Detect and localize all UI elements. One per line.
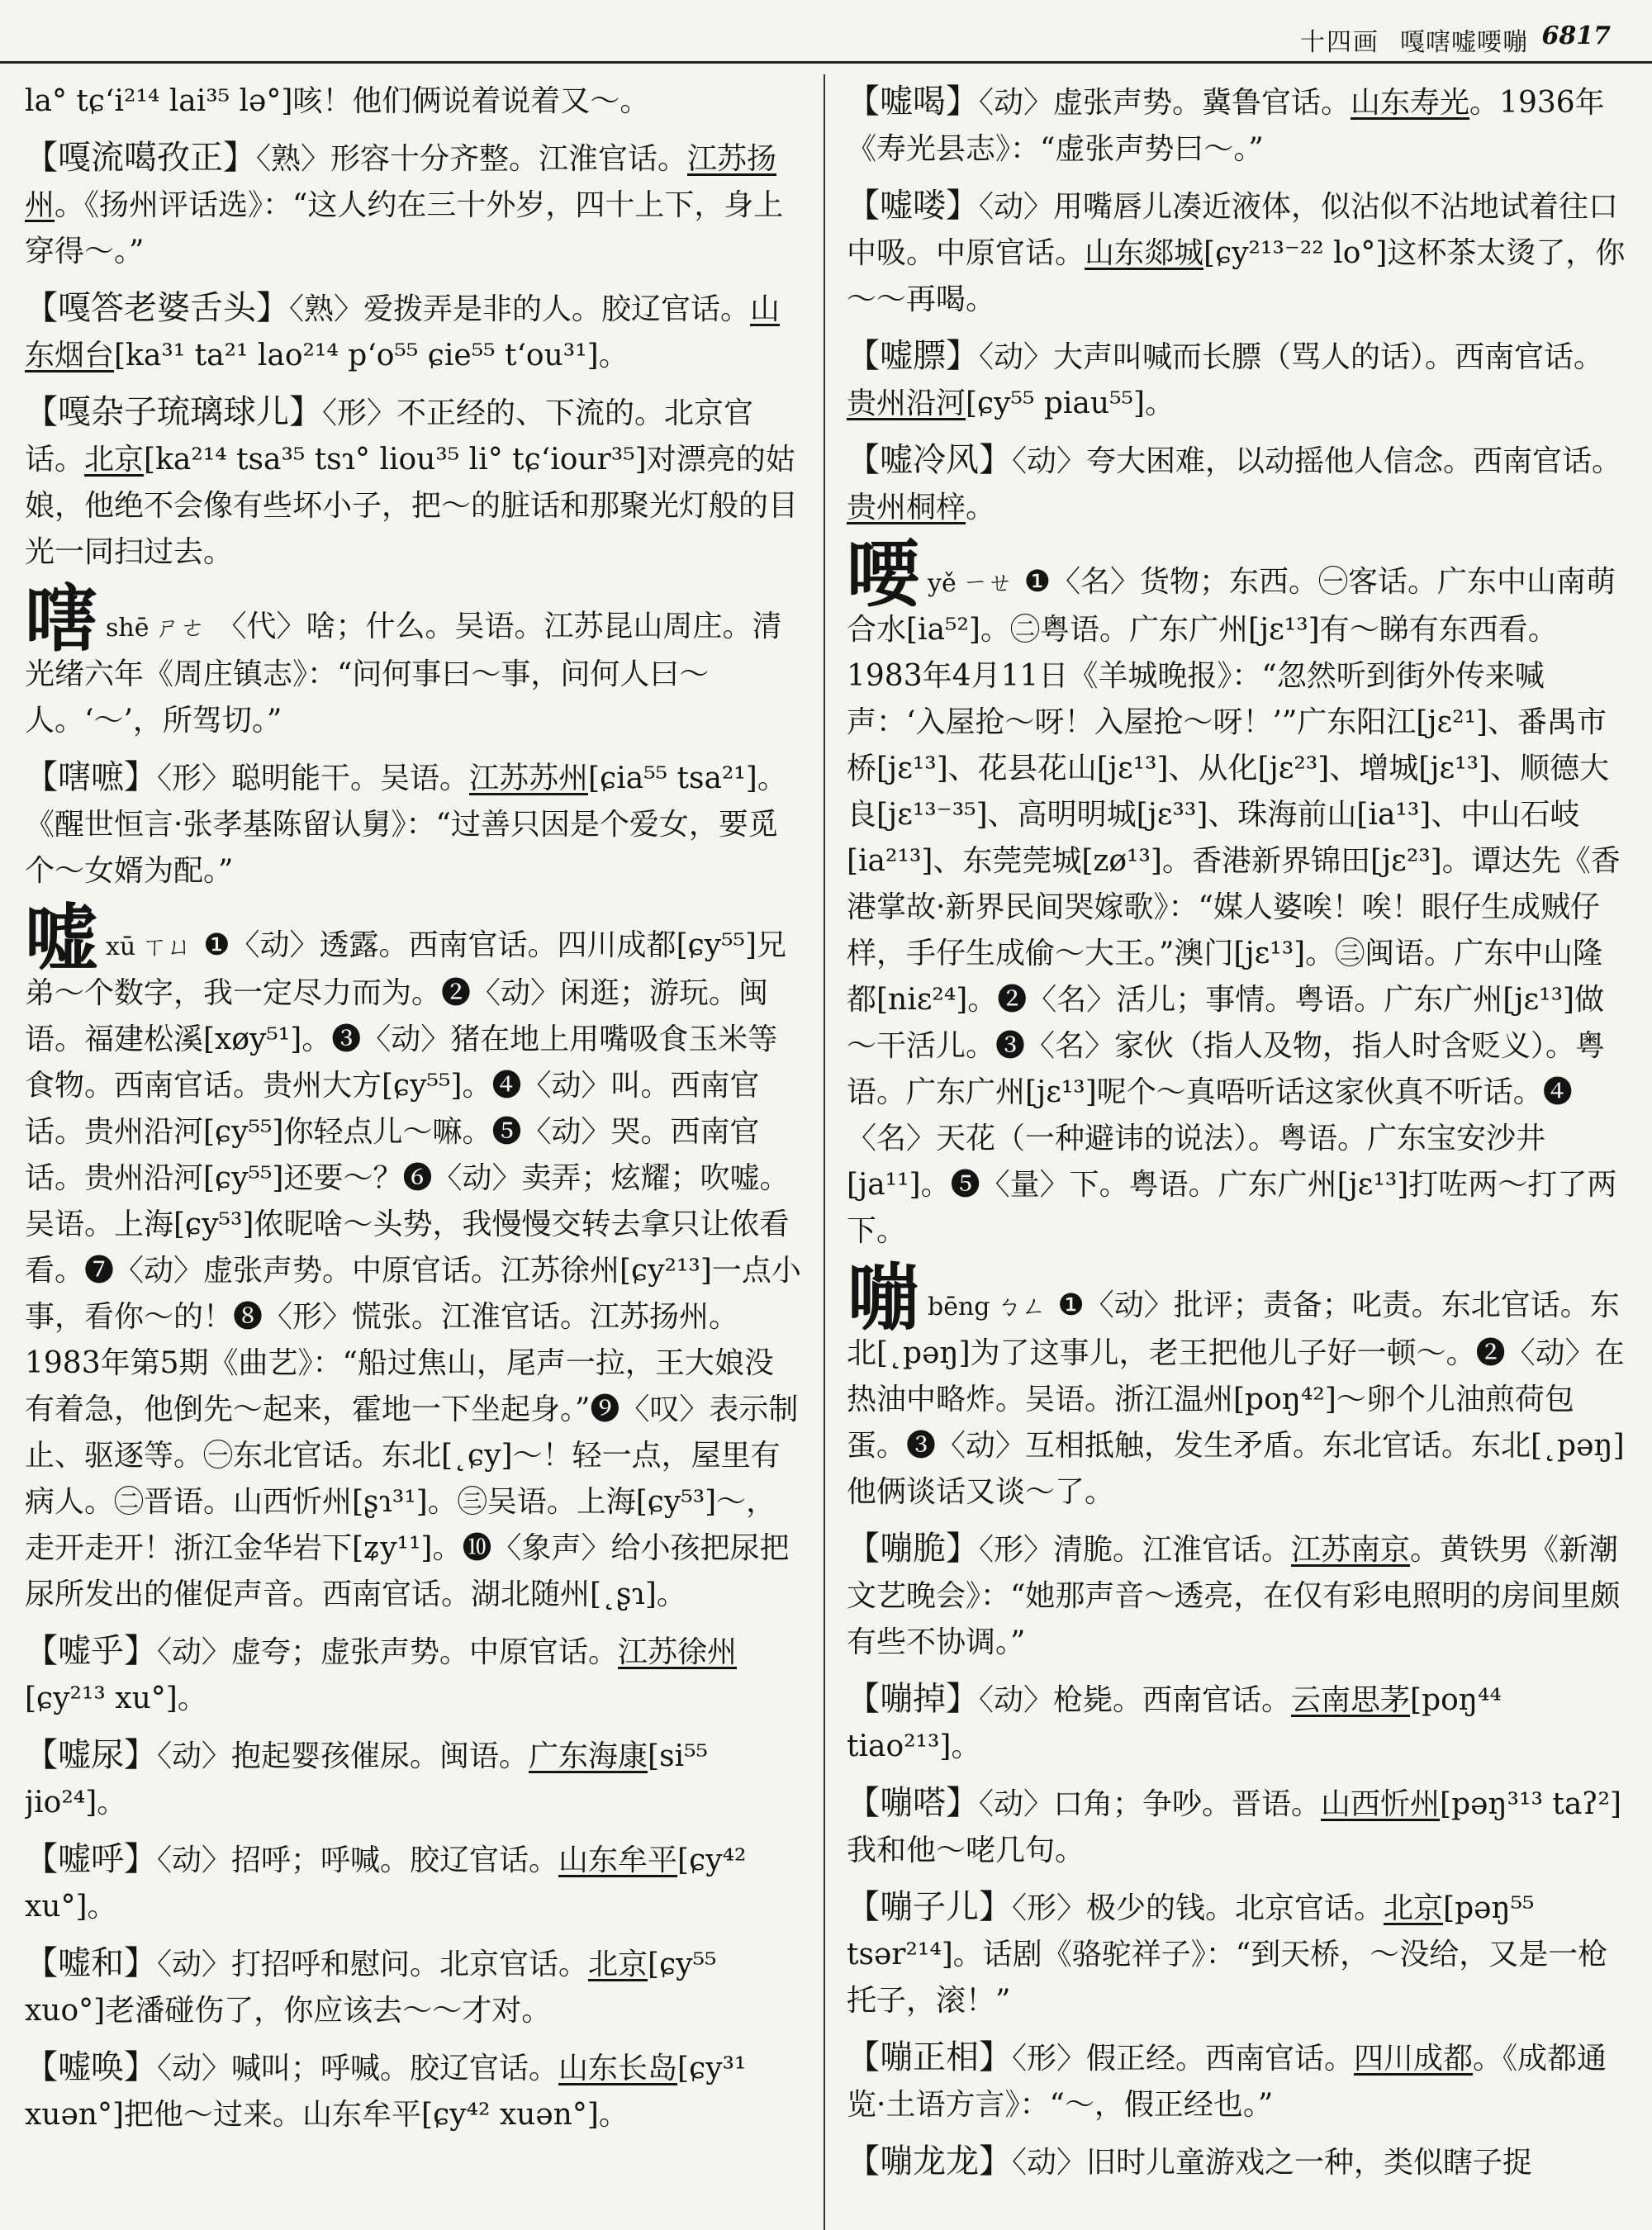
head-character: 嗐 [25,576,98,662]
entry-example: [ɕy⁴² xu°]。 [25,1843,747,1924]
entry-headword: 【嘣嗒】 [847,1784,979,1822]
entry-place: 四川成都 [557,928,676,962]
entry-place: 山东牟平 [558,1843,678,1877]
entry-place: 贵州桐梓 [847,491,966,524]
entry-definition: ❶〈动〉批评；责备；叱责。东北官话。 [1057,1288,1590,1322]
entry-place: 山东烟台 [25,292,781,372]
entry-example: 。 [966,491,996,524]
entry-place: 江苏苏州 [469,762,589,795]
character-entry [25,576,801,744]
dictionary-entry [847,183,1627,323]
entry-headword: 【嘣掉】 [847,1680,979,1718]
entry-place: 北京 [588,1948,648,1981]
entry-definition: 招呼；呼喊。胶辽官话。 [231,1843,559,1877]
part-of-speech: 〈动〉 [979,86,1054,120]
entry-place: 四川成都 [1354,2042,1474,2076]
dictionary-entry [847,333,1627,427]
entry-example: [ɕy²¹³ xu°]。 [25,1682,207,1715]
entry-example: [˛pəŋ]为了这事儿，老王把他儿子好一顿～。❷〈动〉在热油中略炸。吴语。浙江温州[poŋ⁴²]～卵个儿油煎荷包蛋。❸〈动〉互相抵触，发生矛盾。东北官话。东北[˛pəŋ]他俩谈话又谈～了。 [847,1336,1625,1509]
entry-definition: 喊叫；呼喊。胶辽官话。 [231,2052,559,2085]
zhuyin: ㄧㄝ [962,569,1013,598]
dictionary-entry [847,1525,1627,1666]
section-label: 十四画 [1300,28,1379,57]
dictionary-entry [25,285,801,379]
entry-definition: 假正经。西南官话。 [1086,2042,1355,2076]
dictionary-entry [847,2138,1627,2186]
entry-definition: 〈代〉啥；什么。吴语。 [216,610,544,643]
zhuyin: ㄅㄥ [996,1293,1047,1321]
pinyin: bēng [928,1293,990,1321]
entry-headword: 【嗐嗻】 [25,758,157,796]
entry-place: 东北 [847,1288,1620,1370]
part-of-speech: 〈形〉 [1012,1891,1087,1925]
entry-definition: 大声叫喊而长膘（骂人的话）。西南官话。 [1053,340,1604,374]
entry-example: 。清光绪六年《周庄镇志》：“问何事曰～事，问何人曰～人。‘～’，所驾切。” [25,610,782,738]
entry-example: [ɕy⁵⁵ piau⁵⁵]。 [966,387,1175,420]
entry-definition: 聪明能干。吴语。 [231,762,470,795]
entry-example: 。《扬州评话选》：“这人约在三十外岁，四十上下，身上穿得～。” [25,188,784,268]
head-character: 嘘 [25,894,98,980]
column-divider [824,74,825,2230]
entry-headword: 【嘘喝】 [847,83,979,121]
page-header [0,12,1652,64]
dictionary-entry [847,1676,1627,1770]
entry-place: 山东郯城 [1085,236,1204,270]
entry-place: 广东中山南萌合水 [847,565,1616,647]
entry-example: [ia⁵²]。㊁粤语。广东广州[jɛ¹³]有～睇有东西看。1983年4月11日《羊城晚报》：“忽然听到街外传来喊声：‘入屋抢～呀！入屋抢～呀！’”广东阳江[jɛ²¹]、番禺市桥[jɛ¹³]、花县花山[jɛ¹³]、从化[jɛ²³]、增城[jɛ¹³]、顺德大良[jɛ¹³⁻³⁵]、高明明城[jɛ³³]、珠海前山[ia¹³]、中山石岐[ia²¹³]、东莞莞城[zø¹³]。香港新界锦田[jɛ²³]。谭达先《香港掌故·新界民间哭嫁歌》：“媒人婆唉！唉！眼仔生成贼仔样，手仔生成偷～大王。”澳门[jɛ¹³]。㊂闽语。广东中山隆都[niɛ²⁴]。❷〈名〉活儿；事情。粤语。广东广州[jɛ¹³]做～干活儿。❸〈名〉家伙（指人及物，指人时含贬义）。粤语。广东广州[jɛ¹³]呢个～真唔听话这家伙真不听话。❹〈名〉天花（一种避讳的说法）。粤语。广东宝安沙井[ja¹¹]。❺〈量〉下。粤语。广东广州[jɛ¹³]打咗两～打了两下。 [847,613,1621,1248]
dictionary-entry [25,135,801,275]
entry-definition: 不正经的、下流的。北京官话。 [25,396,754,477]
dictionary-entry [25,1940,801,2034]
part-of-speech: 〈熟〉 [289,292,364,326]
dictionary-entry [25,1732,801,1826]
entry-headword: 【嘎杂子琉璃球儿】 [25,393,322,431]
part-of-speech: 〈动〉 [157,1948,232,1981]
entry-headword: 【嘎流噶孜正】 [25,139,256,177]
entry-example: 。《成都通览·土语方言》：“～，假正经也。” [847,2042,1607,2122]
entry-headword: 【嘘乎】 [25,1632,157,1670]
entry-definition: 枪毙。西南官话。 [1053,1683,1292,1717]
part-of-speech: 〈熟〉 [256,142,331,176]
pinyin: xū [106,932,136,961]
entry-headword: 【嘘膘】 [847,337,979,375]
part-of-speech: 〈动〉 [979,340,1054,374]
entry-headword: 【嘣子儿】 [847,1888,1012,1926]
entry-place: 北京 [84,443,145,477]
entry-example: [ɕy³¹ xuən°]把他～过来。山东牟平[ɕy⁴² xuən°]。 [25,2052,747,2132]
character-entry [25,894,801,1618]
entry-definition: 口角；争吵。晋语。 [1053,1787,1322,1821]
entry-definition: 形容十分齐整。江淮官话。 [330,142,688,176]
entry-headword: 【嘘和】 [25,1944,157,1982]
dictionary-entry [847,78,1627,173]
entry-place: 山东长岛 [558,2052,678,2085]
entry-example: [si⁵⁵ jio²⁴]。 [25,1739,708,1820]
entry-example: [ka²¹⁴ tsa³⁵ tsɿ° liou³⁵ li° tɕʻiour³⁵]对漂亮的姑娘，他绝不会像有些坏小子，把～的脏话和那聚光灯般的目光一同扫过去。 [25,443,799,569]
dictionary-entry [25,2044,801,2138]
entry-example: 。黄铁男《新潮文艺晚会》：“她那声音～透亮，在仅有彩电照明的房间里颇有些不协调。” [847,1533,1621,1659]
entry-definition: 极少的钱。北京官话。 [1086,1891,1384,1925]
part-of-speech: 〈动〉 [157,1739,232,1773]
entry-place: 山东寿光 [1351,86,1470,120]
right-column [847,78,1627,2222]
entry-headword: 【嘘唤】 [25,2048,157,2086]
part-of-speech: 〈动〉 [979,1683,1054,1717]
entry-example: [ɕy⁵⁵ xuo°]老潘碰伤了，你应该去～～才对。 [25,1948,717,2028]
entry-place: 江苏徐州 [618,1635,738,1669]
entry-definition: 虚夸；虚张声势。中原官话。 [231,1635,619,1669]
pinyin: shē [106,614,150,643]
zhuyin: ㄕㄜ [155,614,206,643]
entry-definition: ❶〈名〉货物；东西。㊀客话。 [1023,565,1437,599]
entry-definition: 用嘴唇儿凑近液体，似沾似不沾地试着往口中吸。中原官话。 [847,190,1619,270]
character-entry [847,1255,1627,1516]
page-number: 6817 [1541,21,1611,50]
left-column [25,78,801,2222]
entry-headword: 【嘘尿】 [25,1736,157,1774]
part-of-speech: 〈动〉 [1012,2146,1087,2180]
entry-example: [ka³¹ ta²¹ lao²¹⁴ pʻo⁵⁵ ɕie⁵⁵ tʻou³¹]。 [114,339,629,372]
entry-example: [ɕia⁵⁵ tsa²¹]。《醒世恒言·张孝基陈留认舅》：“过善只因是个爱女，要觅个～女婿为配。” [25,762,787,888]
entry-example: [pəŋ³¹³ taʔ²]我和他～咾几句。 [847,1787,1622,1867]
dictionary-entry [25,754,801,894]
part-of-speech: 〈形〉 [322,396,397,430]
entry-example: [poŋ⁴⁴ tiao²¹³]。 [847,1683,1502,1763]
part-of-speech: 〈形〉 [979,1533,1054,1567]
part-of-speech: 〈动〉 [157,1635,232,1669]
entry-headword: 【嘎答老婆舌头】 [25,289,289,327]
entry-definition: 抱起婴孩催尿。闽语。 [231,1739,529,1773]
part-of-speech: 〈动〉 [979,190,1054,224]
character-entry [847,531,1627,1255]
dictionary-entry [847,1884,1627,2024]
pinyin: yě [928,569,957,598]
head-character: 喓 [847,531,920,617]
part-of-speech: 〈动〉 [157,2052,232,2085]
entry-place: 江苏扬州 [25,142,777,222]
entry-example: 。1936年《寿光县志》：“虚张声势曰～。” [847,86,1605,166]
entry-headword: 【嘣脆】 [847,1530,979,1568]
part-of-speech: 〈形〉 [157,762,232,795]
entry-place: 北京 [1384,1891,1444,1925]
entry-example: [ɕy⁵⁵]兄弟～个数字，我一定尽力而为。❷〈动〉闲逛；游玩。闽语。福建松溪[xøy⁵¹]。❸〈动〉猪在地上用嘴吸食玉米等食物。西南官话。贵州大方[ɕy⁵⁵]。❹〈动〉叫。西南官话。贵州沿河[ɕy⁵⁵]你轻点儿～嘛。❺〈动〉哭。西南官话。贵州沿河[ɕy⁵⁵]还要～？❻〈动〉卖弄；炫耀；吹嘘。吴语。上海[ɕy⁵³]侬昵啥～头势，我慢慢交转去拿只让侬看看。❼〈动〉虚张声势。中原官话。江苏徐州[ɕy²¹³]一点小事，看你～的！❽〈形〉慌张。江淮官话。江苏扬州。1983年第5期《曲艺》：“船过焦山，尾声一拉，王大娘没有着急，他倒先～起来，霍地一下坐起身。”❾〈叹〉表示制止、驱逐等。㊀东北官话。东北[˛ɕy]～！轻一点，屋里有病人。㊁晋语。山西忻州[ʂɿ³¹]。㊂吴语。上海[ɕy⁵³]～，走开走开！浙江金华岩下[ʑy¹¹]。❿〈象声〉给小孩把尿把尿所发出的催促声音。西南官话。湖北随州[˛ʂɿ]。 [25,928,801,1611]
entry-definition: ❶〈动〉透露。西南官话。 [203,928,558,962]
zhuyin: ㄒㄩ [142,932,192,961]
entry-example: [ɕy²¹³⁻²² lo°]这杯茶太烫了，你～～再喝。 [847,236,1626,316]
entry-headword: 【嘘喽】 [847,187,979,225]
entry-definition: 夸大困难，以动摇他人信念。西南官话。 [1086,444,1622,478]
entry-place: 广东海康 [529,1739,648,1773]
entry-place: 云南思茅 [1291,1683,1411,1717]
entry-definition: 旧时儿童游戏之一种，类似瞎子捉 [1086,2146,1533,2180]
header-characters: 嘎嗐嘘喓嘣 [1400,28,1528,57]
head-character: 嘣 [847,1255,920,1340]
dictionary-entry [847,437,1627,531]
entry-headword: 【嘘呼】 [25,1840,157,1878]
entry-place: 山西忻州 [1321,1787,1441,1821]
entry-example: [pəŋ⁵⁵ tsər²¹⁴]。话剧《骆驼祥子》：“到天桥，～没给，又是一枪托子，滚！” [847,1891,1608,2018]
entry-continuation: la° tɕʻi²¹⁴ lai³⁵ lə°]咳！他们俩说着说着又～。 [25,84,650,118]
entry-place: 江苏昆山周庄 [544,610,723,643]
part-of-speech: 〈形〉 [1012,2042,1087,2076]
entry-place: 江苏南京 [1291,1533,1411,1567]
dictionary-entry [25,389,801,576]
dictionary-entry [847,1780,1627,1874]
entry-definition: 清脆。江淮官话。 [1053,1533,1292,1567]
part-of-speech: 〈动〉 [1012,444,1087,478]
entry-headword: 【嘣龙龙】 [847,2142,1012,2180]
dictionary-entry [847,2034,1627,2128]
entry-headword: 【嘣正相】 [847,2038,1012,2076]
entry-definition: 打招呼和慰问。北京官话。 [231,1948,589,1981]
dictionary-entry [25,1628,801,1722]
dictionary-entry [25,1836,801,1930]
entry-definition: 虚张声势。冀鲁官话。 [1053,86,1351,120]
part-of-speech: 〈动〉 [979,1787,1054,1821]
entry-headword: 【嘘冷风】 [847,441,1012,479]
part-of-speech: 〈动〉 [157,1843,232,1877]
entry-definition: 爱拨弄是非的人。胶辽官话。 [363,292,751,326]
entry-place: 贵州沿河 [847,387,966,420]
